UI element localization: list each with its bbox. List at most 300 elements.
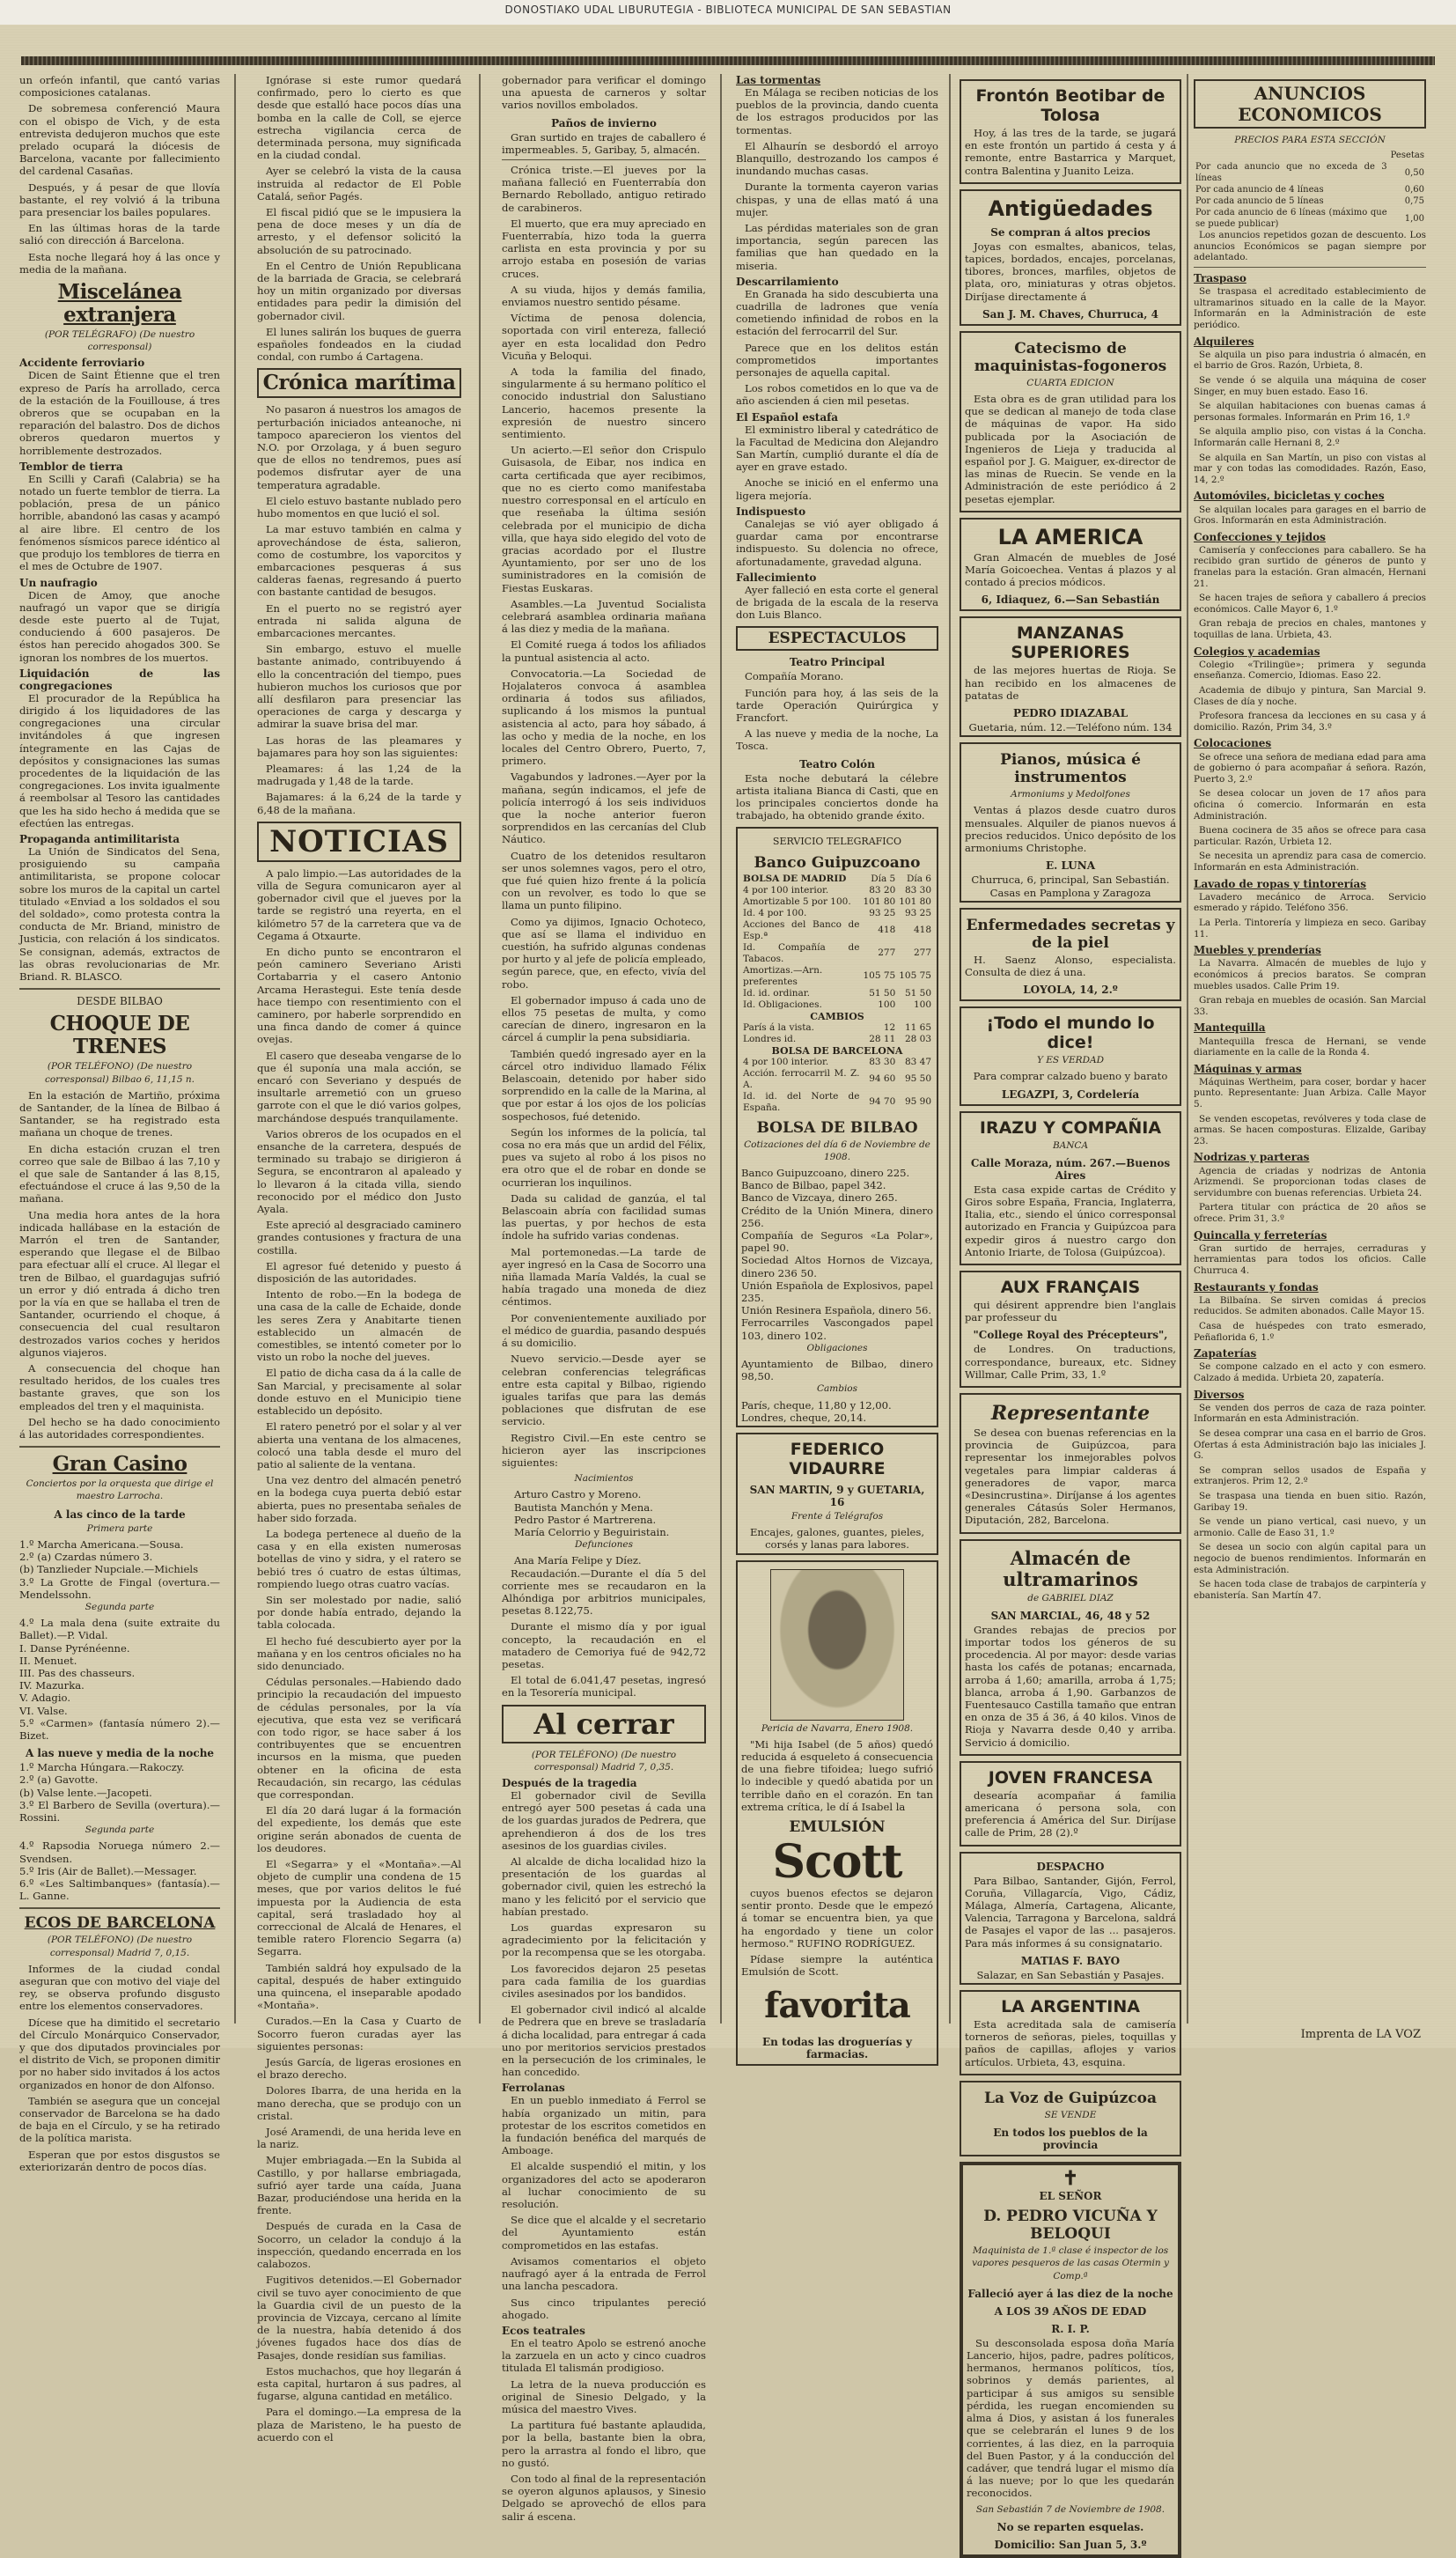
testimonial: cuyos buenos efectos se dejaron sentir pronto. Desde que le empezó á tomar se encuentra bien, ya que ha engordado y tiene un color hermoso." RUFINO RODRÍGUEZ. (741, 1887, 933, 1950)
register-entry: María Celorrio y Beguiristain. (514, 1525, 670, 1538)
calzado-ad (960, 1006, 1181, 1105)
table-cell: 83 47 (904, 1056, 931, 1067)
paragraph: Los guardas expresaron su agradecimiento por la felicitación y por la recompensa que se les otorgaba. (502, 1921, 706, 1959)
paragraph: En el Centro de Unión Republicana de la barriada de Gracia, se celebrará hoy un mitin organizado por diversas entidades para pedir la dimisión del gobernador civil. (257, 259, 461, 322)
paragraph: Crónica triste.—El jueves por la mañana falleció en Fuenterrabía don Bernardo Rebollado, antiguo retirado de carabineros. (502, 164, 706, 214)
paragraph: Dicen de Amoy, que anoche naufragó un vapor que se dirigía desde este puerto al de Tujat, conduciendo á 600 pasajeros. De éstos han perecido ahogados 300. Se ignoran los nombres de los muertos. (19, 588, 220, 664)
la-voz-ad (960, 2081, 1181, 2156)
column-4 (736, 74, 938, 2061)
paragraph: De sobremesa conferenció Maura con el obispo de Vich, y de esta entrevista dedujeron muchos que este prelado ocupará la diócesis de Barcelona, vacante por fallecimiento del cardenal Casañas. (19, 102, 220, 178)
table-cell: 277 (913, 947, 931, 959)
paragraph: A su viuda, hijos y demás familia, enviamos nuestro sentido pésame. (502, 283, 706, 309)
ad-address: 6, Idiaquez, 6.—San Sebastián (981, 593, 1160, 607)
classified-ad: La Bilbaína. Se sirven comidas á precios reducidos. Se admiten abonados. Calle Mayor 15. (1194, 1294, 1426, 1317)
table-cell: Por cada anuncio de 5 líneas (1195, 196, 1324, 207)
paragraph: En Scilli y Carafi (Calabria) se ha notado un fuerte temblor de tierra. La población, presa de un pánico horrible, abandonó las casas y acampó al aire libre. El centro de los fenómenos sísmicos parece idéntico al que produjo los temblores de tierra en el mes de Octubre de 1907. (19, 472, 220, 573)
antiguedades-ad (960, 189, 1181, 326)
program-list-1 (19, 1538, 220, 1742)
scott-ad (736, 1560, 938, 2067)
program-list-2 (19, 1761, 220, 1902)
program-item: 1.º Marcha Húngara.—Rakoczy. (19, 1761, 185, 1774)
classified-ad: Profesora francesa da lecciones en su casa y á domicilio. Razón, Prim 34, 3.º (1194, 711, 1426, 733)
bolsa-line: Compañía de Seguros «La Polar», papel 90. (741, 1228, 933, 1255)
paragraph: El patio de dicha casa da á la calle de San Marcial, y precisamente al solar donde estuvo en el Municipio tiene establecido un depósito. (257, 1367, 461, 1418)
table-cell: Por cada anuncio de 4 líneas (1195, 185, 1324, 195)
emulsion-label: EMULSIÓN (789, 1818, 886, 1837)
table-cell: 101 80 (899, 896, 931, 907)
dateline: (POR TELÉFONO) (De nuestro corresponsal) Bilbao 6, 11,15 n. (44, 1061, 195, 1085)
table-cell: 83 30 (904, 884, 931, 896)
paragraph: Ayer falleció en esta corte el general de brigada de la escala de la reserva don Luis Blanco. (736, 583, 938, 622)
catecismo-ad (960, 331, 1181, 512)
column-rule (949, 74, 951, 2024)
ad-text: H. Saenz Alonso, especialista. Consulta de diez á una. (965, 953, 1176, 978)
ad-title: Enfermedades secretas y de la piel (966, 916, 1175, 952)
classified-ad: Gran rebaja en muebles de ocasión. San Marcial 33. (1194, 995, 1426, 1017)
classified-ad: Se alquilan locales para garages en el barrio de Gros. Informarán en esta Administración. (1194, 504, 1426, 527)
paragraph: Convocatoria.—La Sociedad de Hojalateros convoca á asamblea ordinaria á todos sus afiliados, suplicando á los mismos la puntual asistencia al acto, para hoy sábado, á las ocho y media de la noche, en los locales del Centro Obrero, Puerto, 7, primero. (502, 667, 706, 768)
classified-ad: Se necesita un aprendiz para casa de comercio. Informarán en esta Administración. (1194, 851, 1426, 873)
table-cell: 95 50 (904, 1073, 931, 1085)
program-item: 3.º El Barbero de Sevilla (overtura).—Rossini. (19, 1798, 220, 1824)
program-item: 5.º «Carmen» (fantasía número 2).—Bizet. (19, 1716, 220, 1742)
paragraph: El total de 6.041,47 pesetas, ingresó en la Tesorería municipal. (502, 1674, 706, 1699)
paragraph: Estos muchachos, que hoy llegarán á esta capital, hurtaron á sus padres, al fugarse, alguna cantidad en metálico. (257, 2364, 461, 2403)
paragraph: Vagabundos y ladrones.—Ayer por la mañana, según indicamos, el jefe de policía interrogó á los seis individuos que la noche anterior fueron sorprendidos en las cercanías del Club Náutico. (502, 770, 706, 846)
subheading: Propaganda antimilitarista (19, 832, 180, 845)
paragraph: Asambles.—La Juventud Socialista celebrará asamblea ordinaria mañana á las diez y media de la mañana. (502, 597, 706, 636)
paragraph: El exministro liberal y catedrático de la Facultad de Medicina don Alejandro San Martín, cumplió durante el día de ayer en grave estado. (736, 423, 938, 474)
fronton-ad (960, 79, 1181, 184)
paragraph: Función para hoy, á las seis de la tarde Operación Quirúrgica y Francfort. (736, 686, 938, 724)
table-cell: 100 (913, 999, 931, 1010)
table-cell: Id. id. del Norte de España. (743, 1090, 860, 1113)
column-1 (19, 74, 220, 2173)
table-cell: 101 80 (863, 896, 896, 907)
paragraph: Compañía Morano. (745, 670, 844, 683)
pianos-ad (960, 742, 1181, 902)
paragraph: El muerto, que era muy apreciado en Fuenterrabía, hizo toda la guerra carlista en esta provincia y por su arrojo estaba en posesión de varias cruces. (502, 217, 706, 280)
classified-ad: Se traspasa el acreditado establecimiento de ultramarinos situado en la calle de la Mayor. Informarán en la Administración de este periódico. (1194, 286, 1426, 330)
paragraph: A toda la familia del finado, singularmente á su hermano político el conocido industrial don Salustiano Lancerio, hacemos presente la expresión de nuestro sincero sentimiento. (502, 365, 706, 441)
classified-ad: Se venden dos perros de caza de raza pointer. Informarán en esta Administración. (1194, 1402, 1426, 1425)
table-cell: 93 25 (869, 907, 896, 918)
ad-text: Se desea con buenas referencias en la provincia de Guipúzcoa, para representar los inmejorables polvos vegetales para limpiar calderas á generadores de vapor, marca «Desincrustina». Diríjanse á los agentes generales Cátasús Soler Hermanos, Diputación, 282, Barcelona. (965, 1426, 1176, 1527)
paragraph: Al alcalde de dicha localidad hizo la presentación de los guardas al gobernador civil, quien les estrechó la mano y les felicitó por el servicio que habían prestado. (502, 1855, 706, 1918)
divider (19, 1446, 220, 1448)
table-cell: Londres id. (743, 1033, 797, 1044)
paragraph: Mujer embriagada.—En la Subida al Castillo, y por hallarse embriagada, sufrió ayer tarde una caída, Juana Bazar, produciéndose una herida en la frente. (257, 2154, 461, 2217)
paragraph: Esperan que por estos disgustos se exteriorizarán dentro de pocos días. (19, 2148, 220, 2173)
table-cell: Por cada anuncio de 6 líneas (máximo que se puede publicar) (1195, 208, 1387, 230)
classified-ad: Buena cocinera de 35 años se ofrece para casa particular. Razón, Urbieta 12. (1194, 825, 1426, 847)
ad-title: FEDERICO VIDAURRE (789, 1440, 886, 1479)
classified-ad: Se traspasa una tienda en buen sitio. Razón, Garibay 19. (1194, 1490, 1426, 1513)
paragraph: Del hecho se ha dado conocimiento á las autoridades correspondientes. (19, 1415, 220, 1441)
ad-note: Frente á Telégrafos (791, 1511, 884, 1522)
paragraph: Se dice que el alcalde y el secretario del Ayuntamiento están comprometidos en las estafas. (502, 2214, 706, 2252)
ad-address: San J. M. Chaves, Churruca, 4 (982, 307, 1158, 321)
subheading: El Español estafa (736, 410, 839, 424)
program-part: Segunda parte (85, 1601, 155, 1612)
ad-address: Calle Moraza, núm. 267.—Buenos Aires (970, 1156, 1171, 1182)
classified-ad: Casa de huéspedes con trato esmerado, Peñaflorida 6, 1.º (1194, 1321, 1426, 1343)
ad-title: Catecismo de maquinistas-fogoneros (974, 339, 1167, 375)
program-item: 6.º «Les Saltimbanques» (fantasía).—L. Ganne. (19, 1876, 220, 1903)
table-cell: 105 75 (863, 970, 896, 982)
obituary-name: D. PEDRO VICUÑA Y BELOQUI (983, 2208, 1158, 2244)
manzanas-ad (960, 616, 1181, 737)
paragraph: Víctima de penosa dolencia, soportada con viril entereza, falleció ayer en esta localidad don Pedro Vicuña y Beloqui. (502, 312, 706, 362)
ad-text: En todos los pueblos de la provincia (993, 2127, 1148, 2152)
dateline: (POR TELÉGRAFO) (De nuestro corresponsal) (44, 329, 195, 353)
ad-text: Esta acreditada sala de camisería torneros de señoras, pieles, toquillas y paños de capillas, aflojes y varios artículos. Urbieta, 43, esquina. (965, 2018, 1176, 2068)
subheading: Temblor de tierra (19, 460, 123, 473)
paragraph: También se asegura que un concejal conservador de Barcelona se ha dado de baja en el Círculo, y se ha retirado de la política marista. (19, 2094, 220, 2145)
paragraph: Sin embargo, estuvo el muelle bastante animado, contribuyendo á ello la concentración del tiempo, pues hubieron muchos los curiosos que por allí desfilaron para presenciar las operaciones de carga y descarga y admirar la suave brisa del mar. (257, 643, 461, 731)
paragraph: La Unión de Sindicatos del Sena, prosiguiendo su campaña antimilitarista, se propone colocar sobre los muros de la capital un cartel titulado «Enviad a los soldados el sou del soldado», como protesta contra la conducta de Mr. Briand, ministro de Justicia, con relación á los sindicatos. Se consignan, además, extractos de las obras revolucionarias de Mr. Briand. R. BLASCO. (19, 844, 220, 983)
classified-category: Quincalla y ferreterías (1194, 1228, 1327, 1242)
subtitle: Conciertos por la orquesta que dirige el maestro Larrocha. (26, 1478, 214, 1502)
table-cell: 94 70 (869, 1096, 896, 1108)
program-item: (b) Valse lente.—Jacopeti. (19, 1786, 152, 1799)
argentina-ad (960, 1990, 1181, 2075)
table-cell: 105 75 (899, 970, 931, 982)
divider (19, 1907, 220, 1909)
ad-business: MATIAS F. BAYO (1020, 1954, 1121, 1967)
aux-francais-ad (960, 1271, 1181, 1388)
paragraph: Por convenientemente auxiliado por el médico de guardia, pasando después á su domicilio. (502, 1311, 706, 1350)
dateline: (POR TELÉFONO) (De nuestro corresponsal) Madrid 7, 0,35. (531, 1749, 677, 1773)
ad-text: Ventas á plazos desde cuatro duros mensuales. Alquiler de pianos nuevos á precios reducidos. Único depósito de los armoniums Christophe. (965, 804, 1176, 855)
table-cell: Id. 4 por 100. (743, 907, 807, 918)
column-rule (479, 74, 481, 2024)
table-cell: 0,60 (1404, 185, 1424, 195)
ad-business: E. LUNA (1045, 859, 1096, 873)
classified-ad: Se ofrece una señora de mediana edad para ama de gobierno ó para acompañar á señora. Razón, Puerto 3, 2.º (1194, 751, 1426, 785)
paragraph: El día 20 dará lugar á la formación del expediente, los demás que este origine serán abonados de cuenta de los deudores. (257, 1804, 461, 1854)
ad-text: Para comprar calzado bueno y barato (973, 1070, 1168, 1083)
classified-ad: Se vende ó se alquila una máquina de coser Singer, en muy buen estado. Easo 16. (1194, 374, 1426, 397)
paragraph: Gran surtido en trajes de caballero é impermeables. 5, Garibay, 5, almacén. (502, 130, 706, 156)
paragraph: Una vez dentro del almacén penetró en la bodega cuya puerta debió estar abierta, pues no presentaba señales de haber sido forzada. (257, 1474, 461, 1524)
ad-text: Joyas con esmaltes, abanicos, telas, tapices, bordados, encajes, porcelanas, tibores, bronces, marfiles, objetos de plata, oro, miniaturas y otras objetos. Diríjase directamente á (965, 240, 1176, 303)
portrait-caption: Pericia de Navarra, Enero 1908. (761, 1722, 914, 1734)
section-heading: Gran Casino (52, 1452, 188, 1477)
classified-ad: Se hacen toda clase de trabajos de carpintería y ebanistería. San Martín 47. (1194, 1579, 1426, 1601)
classified-category: Máquinas y armas (1194, 1062, 1302, 1075)
paragraph: Nuevo servicio.—Desde ayer se celebran conferencias telegráficas entre esta capital y Bilbao, rigiendo iguales tarifas que para las demás poblaciones que disfrutan de ese servicio. (502, 1353, 706, 1428)
bolsa-line: Londres, cheque, 20,14. (741, 1411, 867, 1424)
program-item: IV. Mazurka. (19, 1679, 85, 1692)
classified-ad: Máquinas Wertheim, para coser, bordar y hacer punto. Representante: Juan Arbiza. Calle Mayor 5. (1194, 1076, 1426, 1110)
classified-ad: Se hacen trajes de señora y caballero á precios económicos. Calle Mayor 6, 1.º (1194, 593, 1426, 615)
classified-category: Colocaciones (1194, 737, 1272, 750)
classified-ad: La Perla. Tintorería y limpieza en seco. Garibay 11. (1194, 917, 1426, 940)
program-item: 4.º La mala dena (suite extraite du Ballet).—P. Vidal. (19, 1617, 220, 1642)
classified-ad: Se vende un piano vertical, casi nuevo, y un armonio. Calle de Easo 31, 1.º (1194, 1516, 1426, 1538)
ad-text: Encajes, galones, guantes, pieles, corsés y lanas para labores. (749, 1526, 925, 1552)
paragraph: Una media hora antes de la hora indicada hallábase en la estación de Marrón el tren de Santander, esperando que llegase el de Bilbao para efectuar allí el cruce. Al llegar el tren de Bilbao, el guardagujas sufrió un error y dió entrada á dicho tren por la vía en que se hallaba el tren de Santander, ocurriendo el choque, á consecuencia del cual resultaron destrozados varios coches y heridos algunos viajeros. (19, 1208, 220, 1359)
section-heading: ESPECTACULOS (736, 626, 938, 651)
table-cell: 418 (913, 925, 931, 936)
girl-portrait-image (770, 1569, 904, 1721)
bank-name: Banco Guipuzcoano (754, 853, 921, 872)
ad-subtitle: BANCA (1052, 1139, 1089, 1151)
ad-title: JOVEN FRANCESA (988, 1767, 1153, 1788)
despacho-ad (960, 1852, 1181, 1985)
ad-address: Churruca, 6, principal, San Sebastián. Casas en Pamplona y Zaragoza (971, 874, 1170, 899)
ad-text: de Londres. On traductions, correspondance, bureaux, etc. Sidney Willmar, Calle Prim, 33, 1.º (965, 1343, 1176, 1381)
table-cell: 1,00 (1404, 213, 1424, 224)
paragraph: Fugitivos detenidos.—El Gobernador civil se tuvo ayer conocimiento de que la Guardia civil de un puesto de la provincia de Vizcaya, cercano al límite de la nuestra, había detenido á dos jóvenes fugados hace dos días de Pasajes, donde residían sus familias. (257, 2274, 461, 2362)
paragraph: El gobernador impuso á cada uno de ellos 75 pesetas de multa, y como carecían de dinero, ingresaron en la cárcel á cumplir la pena subsidiaria. (502, 993, 706, 1044)
table-title: BOLSA DE MADRID (743, 873, 847, 884)
paragraph: Esta noche debutará la célebre artista italiana Bianca di Casti, que en los principales conciertos donde ha trabajado, ha obtenido grande éxito. (736, 771, 938, 822)
paragraph: Registro Civil.—En este centro se hicieron ayer las inscripciones siguientes: (502, 1431, 706, 1469)
classified-category: Confecciones y tejidos (1194, 530, 1326, 543)
ad-subtitle: CUARTA EDICION (1026, 377, 1114, 388)
theatre-name: Teatro Colón (799, 757, 875, 770)
ad-text: Gran Almacén de muebles de José María Goicoechea. Ventas á plazos y al contado á precios módicos. (965, 550, 1176, 589)
ad-business: "College Royal des Précepteurs", (973, 1329, 1168, 1342)
paragraph: En Málaga se reciben noticias de los pueblos de la provincia, dando cuenta de los estragos producidos por las tormentas. (736, 86, 938, 136)
program-item: III. Pas des chasseurs. (19, 1666, 136, 1679)
program-item: 2.º (a) Czardas número 3. (19, 1551, 153, 1564)
paragraph: Las pérdidas materiales son de gran importancia, según parecen las familias que han quedado en la miseria. (736, 222, 938, 272)
obituary-note: No se reparten esquelas. (996, 2520, 1144, 2533)
column-rule (234, 74, 236, 2024)
bolsa-line: Crédito de la Unión Minera, dinero 256. (741, 1204, 933, 1229)
subheading: Ferrolanas (502, 2082, 565, 2095)
ad-title: LA AMERICA (997, 524, 1143, 549)
table-cell: 28 03 (904, 1033, 931, 1044)
ad-title: Almacén de ultramarinos (1003, 1546, 1138, 1590)
bolsa-line: Ferrocarriles Vascongados papel 103, dinero 102. (741, 1316, 933, 1342)
classified-ad: La Navarra. Almacén de muebles de lujo y económicos á precios baratos. Se compran muebles usados. Calle Prim 19. (1194, 958, 1426, 992)
paragraph: Esta noche llegará hoy á las once y media de la mañana. (19, 250, 220, 276)
ad-title: DESPACHO (1036, 1860, 1105, 1873)
classified-category: Zapaterías (1194, 1347, 1257, 1360)
section-heading: NOTICIAS (257, 822, 461, 862)
classified-ad: Se alquila amplio piso, con vistas á la Concha. Informarán calle Hernani 8, 2.º (1194, 426, 1426, 448)
subheading: Descarrilamiento (736, 275, 839, 288)
ad-title: La Voz de Guipúzcoa (984, 2089, 1157, 2107)
program-item: V. Adagio. (19, 1692, 71, 1705)
table-title: CAMBIOS (810, 1010, 864, 1022)
paragraph: Recaudación.—Durante el día 5 del corriente mes se recaudaron en la Alhóndiga por arbitrios municipales, pesetas 8.122,75. (502, 1566, 706, 1618)
table-cell: París á la vista. (743, 1021, 815, 1033)
classifieds-list (1194, 272, 1426, 1601)
program-heading: A las cinco de la tarde (54, 1508, 186, 1521)
divider (502, 159, 706, 160)
table-header: Día 6 (906, 873, 931, 884)
obituary-rip: R. I. P. (1051, 2322, 1090, 2335)
bolsa-line: Banco de Bilbao, papel 342. (741, 1179, 886, 1192)
column-3 (502, 74, 706, 2523)
paragraph: Sin ser molestado por nadie, salió por donde había entrado, dejando la tabla colocada. (257, 1593, 461, 1632)
ad-title: Antigüedades (988, 195, 1153, 221)
archive-header: DONOSTIAKO UDAL LIBURUTEGIA - BIBLIOTECA MUNICIPAL DE SAN SEBASTIAN (0, 0, 1456, 25)
program-item: (b) Tanzlieder Nupciale.—Michiels (19, 1563, 199, 1576)
paragraph: Ignórase si este rumor quedará confirmado, pero lo cierto es que desde que estalló hace pocos días una bomba en la calle de Coll, se ejerce estrecha vigilancia cerca de determinada persona, muy significada en la ciudad condal. (257, 74, 461, 162)
register-heading: Defunciones (575, 1539, 633, 1551)
paragraph: El agresor fué detenido y puesto á disposición de las autoridades. (257, 1259, 461, 1286)
paragraph: En las últimas horas de la tarde salió con dirección á Barcelona. (19, 222, 220, 247)
market-box (736, 827, 938, 1427)
scott-logo: Scott (772, 1835, 902, 1890)
paragraph: Dada su calidad de ganzúa, el tal Belascoain abría con facilidad sumas las puertas, y por hechos de esta índole ha sufrido varias condenas. (502, 1191, 706, 1242)
top-rule (21, 56, 1435, 65)
paragraph: Los favorecidos dejaron 25 pesetas para cada familia de los guardias civiles asesinados por los bandidos. (502, 1962, 706, 2001)
paragraph: Pleamares: á las 1,24 de la madrugada y 1,48 de la tarde. (257, 762, 461, 788)
ad-text: Grandes rebajas de precios por importar todos los géneros de su procedencia. Al por mayor: desde varias hasta los cafés de potanas; encarnada, arroba á 1,60; amarilla, arroba á 1,75; blanca, arroba á 1,90. Garbanzos de Fuentesauco Castilla tamaño que entran en onza de 35 á 36, á 40 kilos. Vinos de Rioja y Navarra desde 0,40 y arriba. Servicio á domicilio. (965, 1623, 1176, 1749)
representante-ad (960, 1393, 1181, 1534)
classified-ad: Se alquila un piso para industria ó almacén, en el barrio de Gros. Razón, Urbieta, 8. (1194, 349, 1426, 372)
paragraph: En un pueblo inmediato á Ferrol se había organizado un mitin, para protestar de los escritos cometidos en la fundación benéfica del marqués de Amboage. (502, 2094, 706, 2157)
table-cell: 100 (878, 999, 896, 1010)
register-heading: Nacimientos (574, 1473, 634, 1485)
ad-address: SAN MARCIAL, 46, 48 y 52 (990, 1609, 1151, 1622)
paragraph: El Comité ruega á todos los afiliados la puntual asistencia al acto. (502, 638, 706, 664)
classified-category: Nodrizas y parteras (1194, 1151, 1310, 1164)
obituary-date: San Sebastián 7 de Noviembre de 1908. (975, 2503, 1166, 2515)
paragraph: Para el domingo.—La empresa de la plaza de Maristeno, le ha puesto de acuerdo con el (257, 2406, 461, 2444)
table-cell: 95 90 (904, 1096, 931, 1108)
testimonial: "Mi hija Isabel (de 5 años) quedó reducida á esqueleto á consecuencia de una fiebre tifoidea; luego sufrió lo indecible y quedó abatida por un terrible daño en el corazón. En tan extrema crítica, le dí á Isabel la (741, 1737, 933, 1813)
prices-heading: PRECIOS PARA ESTA SECCIÓN (1234, 135, 1386, 145)
obituary-age: A LOS 39 AÑOS DE EDAD (994, 2304, 1147, 2318)
ad-text: de las mejores huertas de Rioja. Se han recibido en los almacenes de patatas de (965, 664, 1176, 702)
paragraph: La bodega pertenece al dueño de la casa y en ella existen numerosas botellas de vino y sidra, y el ratero se bebió tres ó cuatro de estas últimas, rompiendo luego otras cuatro vacías. (257, 1527, 461, 1590)
obituary (960, 2162, 1181, 2558)
classified-ad: Se alquilan habitaciones con buenas camas á personas formales. Informarán en Prim 16, 1.º (1194, 401, 1426, 423)
paragraph: A consecuencia del choque han resultado heridos, de los cuales tres bastante graves, que son los empleados del tren y el maquinista. (19, 1362, 220, 1412)
ultramarinos-ad (960, 1539, 1181, 1756)
bolsa-line: Banco de Vizcaya, dinero 265. (741, 1191, 898, 1205)
paragraph: El lunes salirán los buques de guerra españoles fondeados en la ciudad condal, con rumbo á Cartagena. (257, 325, 461, 364)
subheading: Las tormentas (736, 74, 821, 86)
classified-category: Traspaso (1194, 271, 1246, 284)
program-item: 1.º Marcha Americana.—Sousa. (19, 1537, 184, 1551)
paragraph: La letra de la nueva producción es original de Sinesio Delgado, y la música del maestro Vives. (502, 2377, 706, 2415)
ad-title: Pianos, música é instrumentos (1000, 751, 1141, 787)
bolsa-line: Banco Guipuzcoano, dinero 225. (741, 1166, 910, 1179)
classified-ad: Partera titular con práctica de 20 años se ofrece. Prim 31, 3.º (1194, 1202, 1426, 1225)
section-heading: Crónica marítima (257, 368, 461, 398)
ad-address: Salazar, en San Sebastián y Pasajes. (976, 1968, 1165, 1981)
paragraph: Un acierto.—El señor don Crispulo Guisasola, de Eibar, nos indica en carta certificada que ayer recibimos, que no es cierto como manifestaba nuestro corresponsal en el artículo en que reseñaba la última sesión celebrada por el municipio de dicha villa, que haya sido elegido del voto de gracias acordado por el Ilustre Ayuntamiento, por ser uno de los suministradores en la comisión de Fiestas Euskaras. (502, 444, 706, 594)
paragraph: El casero que deseaba vengarse de lo que él suponía una mala acción, se encaró con Severiano y después de insultarle arremetió con un grueso garrote con el que le dió varios golpes, marchándose después tranquilamente. (257, 1049, 461, 1124)
ad-title: Frontón Beotibar de Tolosa (975, 86, 1166, 125)
paragraph: Cuatro de los detenidos resultaron ser unos solemnes vagos, pero el otro, que fué quien hizo frente á la policía con un revolver, es todo lo que se llama un punto filipino. (502, 849, 706, 912)
paragraph: Parece que en los delitos están comprometidos importantes personajes de aquella capital. (736, 341, 938, 380)
ad-subtitle: SE VENDE (1044, 2109, 1097, 2120)
table-cell: 11 65 (904, 1021, 931, 1033)
ad-business: PEDRO IDIAZABAL (1012, 707, 1129, 720)
paragraph: Como ya dijimos, Ignacio Ochoteco, que así se llama el individuo en cuestión, ha sufrido algunas condenas por hurto y al jefe de policía empleado, según parece, que, en efecto, vivía del robo. (502, 915, 706, 991)
bolsa-line: Unión Resinera Española, dinero 56. (741, 1304, 932, 1317)
ad-heading: Paños de invierno (551, 116, 657, 129)
ad-text: Para Bilbao, Santander, Gijón, Ferrol, Coruña, Villagarcía, Vigo, Cádiz, Málaga, Almería, Cartagena, Alicante, Valencia, Tarragona y Barcelona, saldrá de Pasajes el vapor de las ... pasajeros. Para más informes á su consignatario. (965, 1874, 1176, 1950)
paragraph: Las horas de las pleamares y bajamares para hoy son las siguientes: (257, 733, 461, 759)
paragraph: Los robos cometidos en lo que va de año ascienden á cien mil pesetas. (736, 382, 938, 408)
vidaurre-ad (736, 1433, 938, 1555)
table-cell: 83 30 (869, 1056, 896, 1067)
table-cell: 12 (883, 1021, 896, 1033)
table-cell: 4 por 100 interior. (743, 884, 829, 896)
classified-ad: Se venden escopetas, revólveres y toda clase de armas. Se hacen composturas. Elizalde, Garibay 23. (1194, 1113, 1426, 1146)
paragraph: También saldrá hoy expulsado de la capital, después de haber extinguido una quincena, el inseparable apodado «Montaña». (257, 1961, 461, 2012)
bolsa-madrid-table (741, 874, 933, 1114)
divider (1194, 267, 1426, 268)
paragraph: gobernador para verificar el domingo una apuesta de carneros y soltar varios novillos embolados. (502, 74, 706, 112)
section-heading: CHOQUE DE TRENES (49, 1012, 190, 1059)
classified-ad: Se compone calzado en el acto y con esmero. Calzado á medida. Urbieta 20, zapatería. (1194, 1361, 1426, 1383)
program-item: 3.º La Grotte de Fingal (overtura.—Mendelssohn. (19, 1575, 220, 1601)
bolsa-subheading: Cambios (816, 1383, 858, 1395)
ad-title: MANZANAS SUPERIORES (1011, 623, 1130, 663)
dateline: (POR TELÉFONO) (De nuestro corresponsal) Madrid 7, 0,15. (47, 1935, 193, 1958)
table-cell: 51 50 (869, 987, 896, 999)
paragraph: El gobernador civil de Sevilla entregó ayer 500 pesetas á cada una de los guardas jurados de Pedrera, que aprehendieron á dos de los tres asesinos de los guardias civiles. (502, 1788, 706, 1852)
bolsa-date: Cotizaciones del día 6 de Noviembre de 1908. (744, 1139, 930, 1162)
table-cell: 83 20 (869, 884, 896, 896)
bolsa-line: Sociedad Altos Hornos de Vizcaya, dinero 236 50. (741, 1254, 933, 1279)
table-cell: Acción. ferrocarril M. Z. A. (743, 1067, 860, 1090)
paragraph: Curados.—En la Casa y Cuarto de Socorro fueron curadas ayer las siguientes personas: (257, 2015, 461, 2053)
theatre-name: Teatro Principal (789, 656, 886, 669)
paragraph: El procurador de la República ha dirigido á los liquidadores de las congregaciones una circular invitándoles á que ingresen íntegramente en las Cajas de depósitos y consignaciones las sumas procedentes de la liquidación de las congregaciones. Los invita igualmente á reembolsar al Tesoro las cantidades que les ha sido hecho á medida que se efectúen las entregas. (19, 691, 220, 829)
register-entry: Bautista Manchón y Mena. (514, 1500, 653, 1514)
classified-category: Diversos (1194, 1388, 1245, 1401)
ad-text: En todas las droguerías y farmacias. (762, 2036, 912, 2061)
table-cell: Id. Compañía de Tabacos. (743, 941, 860, 964)
paragraph: El ratero penetró por el solar y al ver abierta una ventana de los almacenes, colocó una tabla desde el muro del patio al saliente de la ventana. (257, 1420, 461, 1471)
table-cell: 28 11 (869, 1033, 896, 1044)
paragraph: En dicha estación cruzan el tren correo que sale de Bilbao á las 7,10 y el que sale de Santander á las 8,15, efectuándose el cruce á las 9,50 de la mañana. (19, 1142, 220, 1205)
obituary-address: Domicilio: San Juan 5, 3.º (994, 2538, 1147, 2551)
classified-category: Automóviles, bicicletas y coches (1194, 490, 1385, 503)
subheading: Después de la tragedia (502, 1776, 637, 1789)
ad-subtitle: Y ES VERDAD (1036, 1055, 1105, 1066)
table-cell: Por cada anuncio que no exceda de 3 líneas (1195, 162, 1387, 184)
classified-ad: Se desea comprar una casa en el barrio de Gros. Ofertas á esta Administración bajo las iniciales J. G. (1194, 1427, 1426, 1462)
table-title: BOLSA DE BARCELONA (771, 1044, 903, 1057)
paragraph: El hecho fué descubierto ayer por la mañana y en los centros oficiales no ha sido denunciado. (257, 1634, 461, 1672)
section-heading: Miscelánea extranjera (57, 280, 182, 328)
ad-text: Hoy, á las tres de la tarde, se jugará en este frontón un partido á cesta y á remonte, entre Bastarrica y Marquet, contra Balentina y Juanito Leiza. (965, 127, 1176, 177)
classified-ad: Se alquila en San Martín, un piso con vistas al mar y con todas las comodidades. Razón, Easo, 14, 2.º (1194, 452, 1426, 485)
subheading: Accidente ferroviario (19, 357, 145, 370)
paragraph: En el puerto no se registró ayer entrada ni salida alguna de embarcaciones mercantes. (257, 601, 461, 639)
paragraph: Ayer se celebró la vista de la causa instruida al redactor de El Poble Catalá, señor Pagés. (257, 165, 461, 203)
subheading: Fallecimiento (736, 571, 817, 584)
column-6 (1194, 74, 1426, 2024)
classified-ad: Agencia de criadas y nodrizas de Antonia Arizmendi. Se proporcionan todas clases de servidumbre con buenas referencias. Urbieta 24. (1194, 1165, 1426, 1198)
table-cell: 0,75 (1404, 196, 1424, 207)
ad-text: desearía acompañar á familia americana ó persona sola, con preferencia á América del Sur. Diríjase calle de Prim, 28 (2).º (965, 1788, 1176, 1839)
program-item: 5.º Iris (Air de Ballet).—Messager. (19, 1864, 197, 1877)
paragraph: El cielo estuvo bastante nublado pero hubo momentos en que lució el sol. (257, 494, 461, 520)
table-cell: 93 25 (904, 907, 931, 918)
classified-ad: Se desea colocar un joven de 17 años para oficina ó comercio. Informarán en esta Administración. (1194, 788, 1426, 822)
table-cell: 0,50 (1404, 167, 1424, 178)
table-cell: 51 50 (904, 987, 931, 999)
paragraph: Sus cinco tripulantes pereció ahogado. (502, 2296, 706, 2321)
printer-credit: Imprenta de LA VOZ (1300, 2028, 1421, 2041)
table-cell: 94 60 (869, 1073, 896, 1085)
